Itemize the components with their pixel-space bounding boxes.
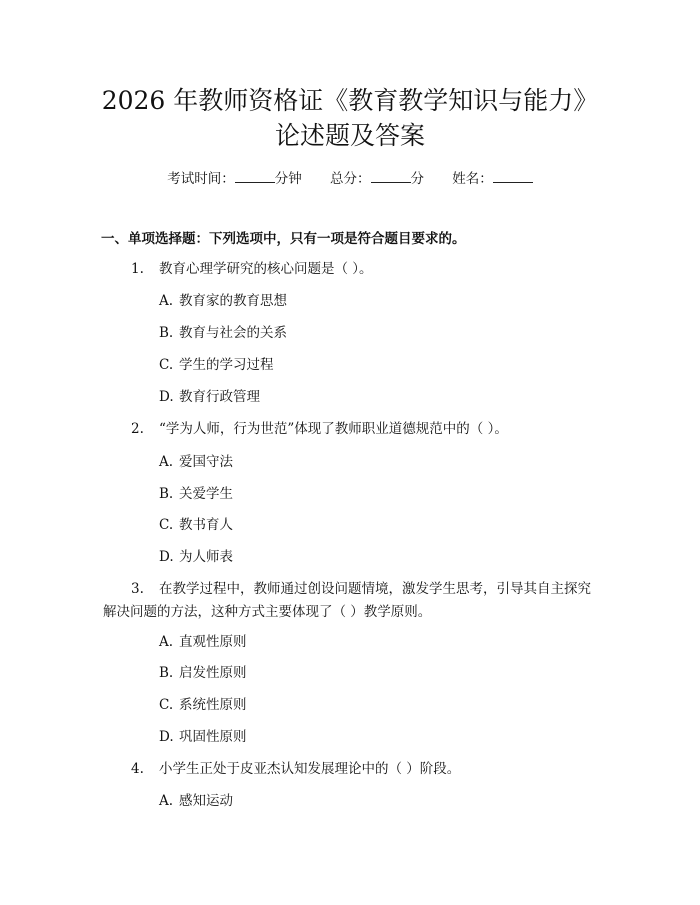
total-score-label: 总分：	[330, 171, 371, 187]
exam-time-field	[167, 169, 302, 188]
question-text-line-2: 解决问题的方法，这种方式主要体现了（ ）教学原则。	[103, 604, 432, 620]
question-1	[131, 260, 373, 278]
document-title-line-1: 2026 年教师资格证《教育教学知识与能力》	[101, 86, 599, 115]
option-text: 学生的学习过程	[179, 357, 274, 373]
name-blank	[493, 169, 533, 183]
question-number: 1.	[131, 261, 144, 277]
q2-option-a	[159, 453, 233, 471]
option-text: 爱国守法	[179, 454, 233, 470]
option-text: 启发性原则	[179, 665, 247, 681]
total-score-unit: 分	[410, 171, 424, 187]
option-letter: B.	[159, 486, 174, 502]
question-number: 2.	[131, 421, 144, 437]
option-letter: C.	[159, 697, 174, 713]
option-letter: C.	[159, 517, 174, 533]
document-title-line-2: 论述题及答案	[274, 121, 425, 150]
option-letter: B.	[159, 665, 174, 681]
option-letter: D.	[159, 549, 174, 565]
option-text: 直观性原则	[179, 634, 247, 650]
option-letter: C.	[159, 357, 174, 373]
q3-option-a	[159, 633, 247, 651]
q2-option-b	[159, 485, 233, 503]
q1-option-d	[159, 388, 260, 406]
q2-option-c	[159, 516, 233, 534]
q4-option-a	[159, 792, 233, 810]
exam-time-unit: 分钟	[274, 171, 302, 187]
option-letter: B.	[159, 325, 174, 341]
option-text: 为人师表	[179, 549, 233, 565]
question-text: “学为人师，行为世范”体现了教师职业道德规范中的（ ）。	[159, 421, 508, 437]
question-number: 4.	[131, 761, 144, 777]
section-heading: 一、单项选择题：下列选项中，只有一项是符合题目要求的。	[101, 231, 466, 247]
option-letter: D.	[159, 729, 174, 745]
option-text: 关爱学生	[179, 486, 233, 502]
option-letter: A.	[159, 793, 174, 809]
option-letter: A.	[159, 293, 174, 309]
question-text: 小学生正处于皮亚杰认知发展理论中的（ ）阶段。	[159, 761, 461, 777]
option-text: 教育家的教育思想	[179, 293, 287, 309]
q1-option-b	[159, 324, 287, 342]
question-2	[131, 420, 508, 438]
question-text: 教育心理学研究的核心问题是（ ）。	[159, 261, 373, 277]
option-letter: A.	[159, 454, 174, 470]
question-3-continued	[103, 603, 431, 621]
q1-option-c	[159, 356, 274, 374]
q3-option-b	[159, 664, 247, 682]
option-text: 感知运动	[179, 793, 233, 809]
option-text: 教育与社会的关系	[179, 325, 287, 341]
total-score-field	[330, 169, 424, 188]
name-label: 姓名：	[452, 171, 493, 187]
question-text-line-1: 在教学过程中，教师通过创设问题情境，激发学生思考，引导其自主探究	[159, 581, 591, 597]
question-number: 3.	[131, 581, 144, 597]
q1-option-a	[159, 292, 287, 310]
option-text: 系统性原则	[179, 697, 247, 713]
q3-option-d	[159, 728, 247, 746]
option-text: 教育行政管理	[179, 389, 260, 405]
exam-time-label: 考试时间：	[167, 171, 235, 187]
total-score-blank	[371, 169, 411, 183]
question-3	[131, 580, 591, 598]
question-4	[131, 760, 460, 778]
option-text: 教书育人	[179, 517, 233, 533]
q2-option-d	[159, 548, 233, 566]
option-letter: D.	[159, 389, 174, 405]
name-field	[452, 169, 533, 188]
q3-option-c	[159, 696, 247, 714]
option-letter: A.	[159, 634, 174, 650]
exam-time-blank	[235, 169, 275, 183]
option-text: 巩固性原则	[179, 729, 247, 745]
exam-info-row	[0, 169, 700, 188]
